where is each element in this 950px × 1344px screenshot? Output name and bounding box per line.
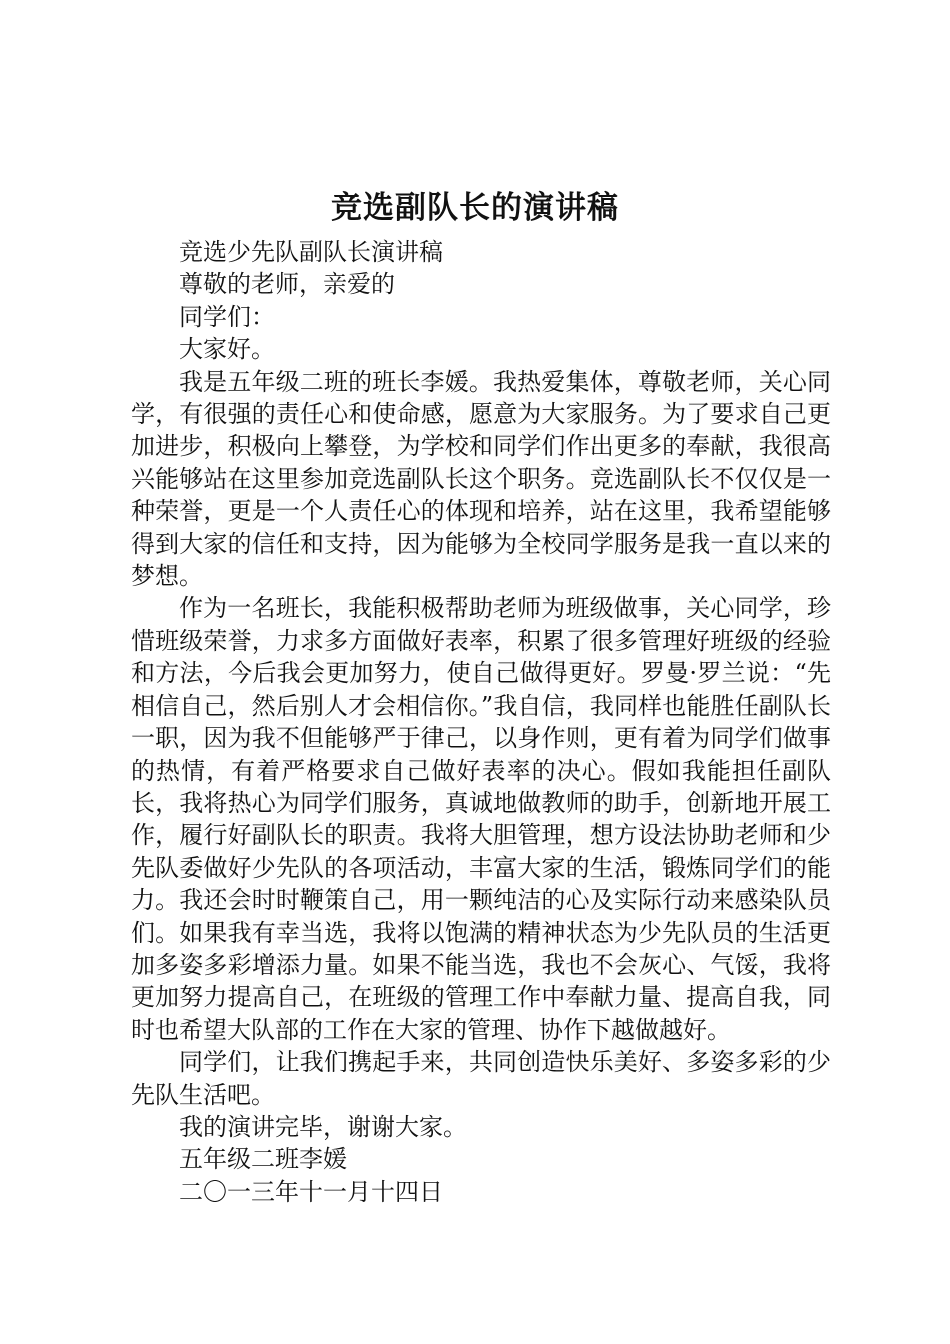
paragraph-subtitle: 竞选少先队副队长演讲稿 [179, 238, 443, 266]
paragraph-salutation: 尊敬的老师，亲爱的 [179, 270, 395, 299]
paragraph-call-to-action: 同学们，让我们携起手来，共同创造快乐美好、多姿多彩的少先队生活吧。 [131, 1048, 831, 1109]
paragraph-introduction: 我是五年级二班的班长李媛。我热爱集体，尊敬老师，关心同学，有很强的责任心和使命感，愿意为大家服务。为了要求自己更加进步，积极向上攀登，为学校和同学们作出更多的奉献，我很高兴能够站在这里参加竞选副队长这个职务。竞选副队长不仅仅是一种荣誉，更是一个人责任心的体现和培养，站在这里，我希望能够得到大家的信任和支持，因为能够为全校同学服务是我一直以来的梦想。 [131, 367, 831, 591]
paragraph-main: 作为一名班长，我能积极帮助老师为班级做事，关心同学，珍惜班级荣誉，力求多方面做好表率，积累了很多管理好班级的经验和方法，今后我会更加努力，使自己做得更好。罗曼·罗兰说：“先相信自己，然后别人才会相信你。”我自信，我同样也能胜任副队长一职，因为我不但能够严于律己，以身作则，更有着为同学们做事的热情，有着严格要求自己做好表率的决心。假如我能担任副队长，我将热心为同学们服务，真诚地做教师的助手，创新地开展工作，履行好副队长的职责。我将大胆管理，想方设法协助老师和少先队委做好少先队的各项活动，丰富大家的生活，锻炼同学们的能力。我还会时时鞭策自己，用一颗纯洁的心及实际行动来感染队员们。如果我有幸当选，我将以饱满的精神状态为少先队员的生活更加多姿多彩增添力量。如果不能当选，我也不会灰心、气馁，我将更加努力提高自己，在班级的管理工作中奉献力量、提高自我，同时也希望大队部的工作在大家的管理、协作下越做越好。 [131, 594, 831, 1044]
document-body [131, 236, 831, 1208]
paragraph-salutation-continued: 同学们： [179, 302, 275, 331]
paragraph-signature: 五年级二班李媛 [179, 1145, 347, 1174]
paragraph-greeting: 大家好。 [179, 335, 275, 364]
paragraph-closing: 我的演讲完毕，谢谢大家。 [179, 1112, 467, 1141]
paragraph-date: 二〇一三年十一月十四日 [179, 1177, 443, 1206]
document-title: 竞选副队长的演讲稿 [331, 190, 619, 226]
